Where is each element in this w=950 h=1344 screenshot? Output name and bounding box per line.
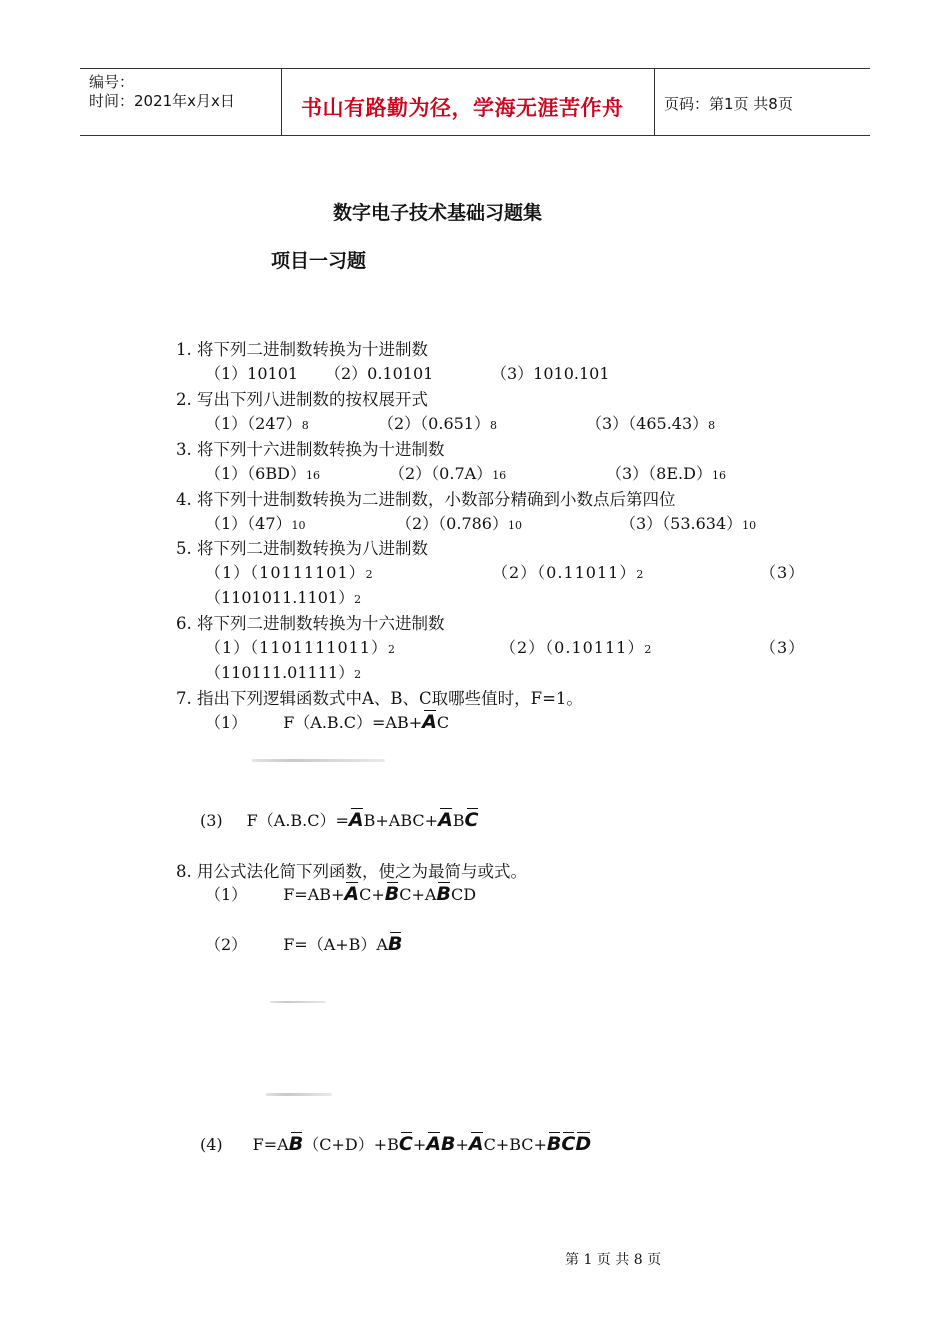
question-2: 2. 写出下列八进制数的按权展开式 bbox=[176, 390, 428, 409]
a-bar-symbol: A bbox=[438, 809, 453, 831]
d-bar-symbol: D bbox=[575, 1133, 592, 1155]
a-bar-symbol: A bbox=[348, 809, 364, 831]
q7-part-1: （1） F（A.B.C）=AB+AC bbox=[205, 711, 450, 733]
q6-part-c: （3） bbox=[760, 638, 806, 657]
number-label: 编号： bbox=[89, 73, 135, 91]
q6-part-a: （1）（1101111011）2 bbox=[205, 638, 396, 657]
q4-part-b: （2）（0.786）10 bbox=[396, 514, 522, 533]
q3-part-a: （1）（6BD）16 bbox=[205, 464, 320, 483]
b-bar-symbol: B bbox=[436, 883, 451, 905]
c-bar-symbol: C bbox=[464, 809, 479, 831]
c-bar-symbol: C bbox=[561, 1133, 576, 1155]
b-bar-symbol: B bbox=[288, 1133, 304, 1155]
q2-part-b: （2）（0.651）8 bbox=[378, 414, 497, 433]
q8-part-1: （1） F=AB+AC+BC+ABCD bbox=[205, 883, 477, 905]
q5-part-a: （1）（10111101）2 bbox=[205, 563, 374, 582]
section-title: 项目一习题 bbox=[271, 250, 367, 272]
q1-part-a: （1）10101 bbox=[205, 364, 299, 383]
a-bar-symbol: A bbox=[468, 1133, 484, 1155]
b-bar-symbol: B bbox=[546, 1133, 562, 1155]
q3-part-c: （3）（8E.D）16 bbox=[606, 464, 726, 483]
blurred-line-q8-3b bbox=[266, 1093, 332, 1096]
q8-part-4: (4) F=AB（C+D）+BC+AB+AC+BC+BCD bbox=[200, 1133, 592, 1155]
a-bar-symbol: A bbox=[344, 883, 360, 905]
q1-part-b: （2）0.10101 bbox=[325, 364, 434, 383]
q6-part-c-value: （110111.01111）2 bbox=[205, 663, 362, 682]
blurred-line-q7-2 bbox=[252, 759, 385, 762]
q3-part-b: （2）（0.7A）16 bbox=[389, 464, 507, 483]
q2-part-c: （3）（465.43）8 bbox=[586, 414, 716, 433]
b-symbol: B bbox=[440, 1133, 456, 1155]
question-4: 4. 将下列十进制数转换为二进制数，小数部分精确到小数点后第四位 bbox=[176, 490, 676, 509]
question-3: 3. 将下列十六进制数转换为十进制数 bbox=[176, 440, 445, 459]
blurred-line-q8-3 bbox=[270, 1001, 326, 1003]
q5-part-b: （2）（0.11011）2 bbox=[492, 563, 645, 582]
header-divider-right bbox=[654, 68, 655, 136]
question-8: 8. 用公式法化简下列函数，使之为最简与或式。 bbox=[176, 862, 527, 881]
page-info: 页码：第1页 共8页 bbox=[664, 95, 793, 113]
question-6: 6. 将下列二进制数转换为十六进制数 bbox=[176, 614, 445, 633]
header-bottom-rule bbox=[80, 135, 870, 136]
q4-part-a: （1）（47）10 bbox=[205, 514, 306, 533]
b-bar-symbol: B bbox=[387, 933, 403, 955]
q2-part-a: （1）（247）8 bbox=[205, 414, 309, 433]
q8-part-2: （2） F=（A+B）AB bbox=[205, 933, 403, 955]
q1-part-c: （3）1010.101 bbox=[491, 364, 610, 383]
q5-part-c: （3） bbox=[760, 563, 806, 582]
header-divider-left bbox=[281, 68, 282, 136]
a-bar-symbol: A bbox=[422, 711, 437, 733]
question-1: 1. 将下列二进制数转换为十进制数 bbox=[176, 340, 428, 359]
question-7: 7. 指出下列逻辑函数式中A、B、C取哪些值时，F=1。 bbox=[176, 689, 583, 708]
header-top-rule bbox=[80, 68, 870, 69]
q4-part-c: （3）（53.634）10 bbox=[620, 514, 757, 533]
b-bar-symbol: B bbox=[384, 883, 400, 905]
q7-part-3: (3) F（A.B.C）=AB+ABC+ABC bbox=[200, 809, 479, 831]
page-title: 数字电子技术基础习题集 bbox=[333, 202, 543, 224]
header-motto: 书山有路勤为径，学海无涯苦作舟 bbox=[301, 96, 624, 120]
page-footer: 第 1 页 共 8 页 bbox=[565, 1252, 662, 1268]
q6-part-b: （2）（0.10111）2 bbox=[500, 638, 653, 657]
q5-part-c-value: （1101011.1101）2 bbox=[205, 588, 362, 607]
a-bar-symbol: A bbox=[426, 1133, 441, 1155]
question-5: 5. 将下列二进制数转换为八进制数 bbox=[176, 539, 428, 558]
time-label: 时间：2021年x月x日 bbox=[89, 92, 235, 110]
c-bar-symbol: C bbox=[398, 1133, 413, 1155]
